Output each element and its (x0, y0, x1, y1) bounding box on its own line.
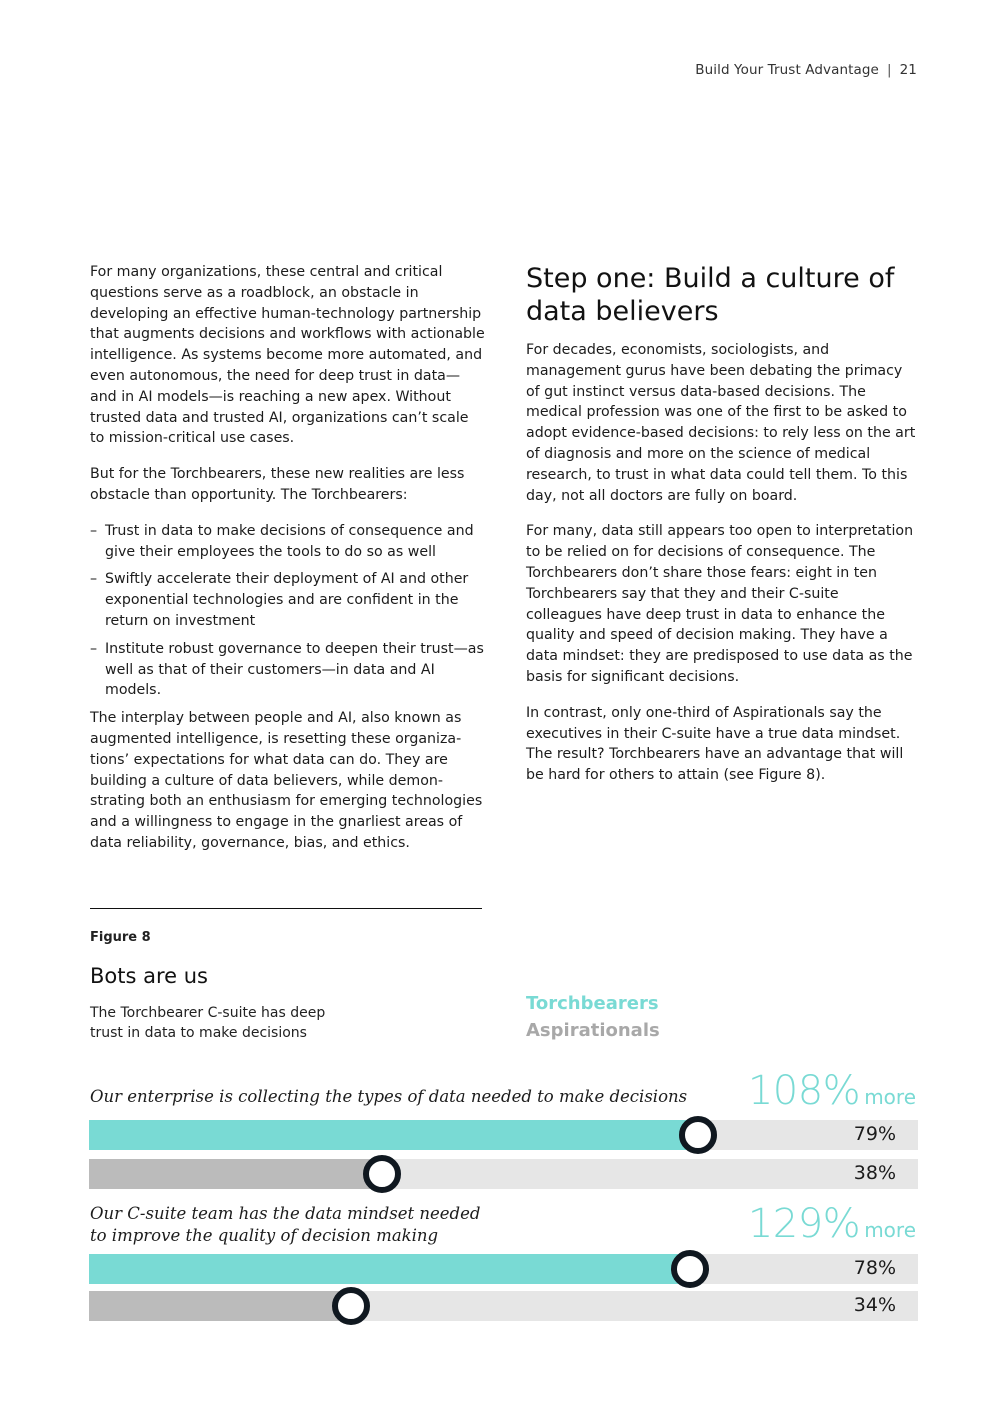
chart-more-1 (748, 1068, 916, 1114)
figure-title: Bots are us (90, 964, 208, 988)
legend-torchbearers: Torchbearers (526, 993, 659, 1014)
bar-track (89, 1159, 918, 1189)
header-separator: | (886, 62, 892, 78)
bar-torchbearers (89, 1254, 690, 1284)
left-paragraph-2: But for the Torchbearers, these new realities are less obstacle than opportunity. The Torchbearers: (90, 466, 465, 503)
bar-value-label: 38% (853, 1162, 896, 1184)
bar-aspirationals (89, 1159, 382, 1189)
chart-question-2: Our C-suite team has the data mindset needed to improve the quality of decision making (90, 1204, 481, 1245)
torchbearer-traits-list (90, 521, 485, 701)
bar-marker (679, 1116, 717, 1154)
bar-track (89, 1120, 918, 1150)
chart-more-2 (748, 1201, 916, 1247)
figure-label: Figure 8 (90, 930, 151, 945)
bar-marker (671, 1250, 709, 1288)
page-header (695, 62, 917, 78)
right-paragraph-3: In contrast, only one-third of Aspirationals say the executives in their C-suite have a true data mindset. The result? Torchbearers have an advantage that will be hard for others to attain (see Figure 8). (526, 704, 904, 784)
chart-legend (526, 990, 660, 1044)
chart-question-1: Our enterprise is collecting the types of data needed to make decisions (90, 1087, 688, 1106)
bar-track (89, 1254, 918, 1284)
right-column (526, 262, 916, 801)
more-word-label: more (864, 1085, 916, 1109)
bar-marker (363, 1155, 401, 1193)
bar-aspirationals (89, 1291, 351, 1321)
bar-value-label: 79% (853, 1123, 896, 1145)
bar-marker (332, 1287, 370, 1325)
figure-subtitle: The Torchbearer C-suite has deep trust in data to make decisions (90, 1005, 326, 1041)
left-column (90, 262, 485, 869)
page-number: 21 (899, 62, 917, 78)
bar-torchbearers (89, 1120, 698, 1150)
right-paragraph-2: For many, data still appears too open to interpretation to be relied on for decisions of consequence. The Torchbearers don’t share those fears: eight in ten Torchbearers say that they and their C-suite colleagues have deep trust in data to enhance the quality and speed of decision making. They have a data mindset: they are predisposed to use data as the basis for significant decisions. (526, 523, 914, 685)
list-item: – Institute robust governance to deepen their trust—as well as that of their customers—in data and AI models. (90, 639, 485, 701)
left-paragraph-3: The interplay between people and AI, also known as augmented intelligence, is resetting these organizations’ expectations for what data can do. They are building a culture of data believers, while demonstrating both an enthusiasm for emerging technologies and a willingness to engage in the gnarliest areas of data reliability, governance, bias, and ethics. (90, 710, 483, 851)
more-word-label: more (864, 1218, 916, 1242)
bar-track (89, 1291, 918, 1321)
list-item: – Trust in data to make decisions of consequence and give their employees the tools to do so as well (90, 521, 485, 563)
right-paragraph-1: For decades, economists, sociologists, and management gurus have been debating the primacy of gut instinct versus data-based decisions. The medical profession was one of the first to be asked to adopt evidence-based decisions: to rely less on the art of diagnosis and more on the science of medical research, to trust in what data could tell them. To this day, not all doctors are fully on board. (526, 342, 916, 504)
section-heading: Step one: Build a culture of data believers (526, 263, 895, 327)
document-title: Build Your Trust Advantage (695, 62, 879, 78)
bar-value-label: 78% (853, 1257, 896, 1279)
figure-divider (90, 908, 482, 909)
more-percent-label: 108% (747, 1068, 861, 1114)
more-percent-label: 129% (747, 1201, 861, 1247)
list-item: – Swiftly accelerate their deployment of AI and other exponential technologies and are confident in the return on investment (90, 569, 485, 631)
legend-aspirationals: Aspirationals (526, 1020, 660, 1041)
left-paragraph-1: For many organizations, these central and critical questions serve as a roadblock, an obstacle in developing an effective human-technology partnership that augments decisions and workflows with actionable intelligence. As systems become more automated, and even autonomous, the need for deep trust in data—and in AI models—is reaching a new apex. Without trusted data and trusted AI, organizations can’t scale to mission-critical use cases. (90, 264, 485, 447)
bar-value-label: 34% (853, 1294, 896, 1316)
